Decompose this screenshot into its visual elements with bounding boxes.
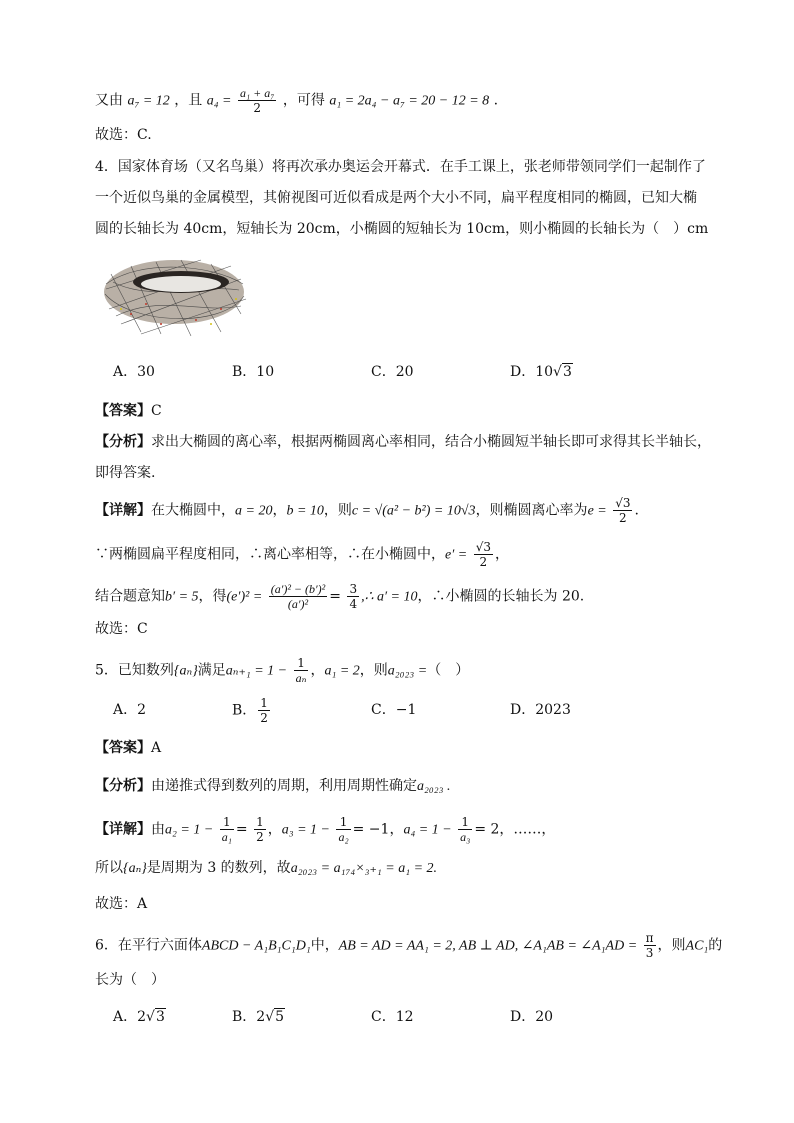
q4-analysis-1 [95,431,711,453]
radicand: 3 [155,1009,165,1025]
text: = 2 [474,821,500,838]
frac-num: 3 [349,582,358,596]
q5-answer [95,737,161,759]
text: = [329,588,341,605]
frac-num: (a′)² − (b′)² [270,582,326,596]
option-label: C．20 [371,364,414,380]
q6-line-1 [95,931,722,960]
q5-line-1 [95,656,469,685]
fraction [238,86,276,115]
math: a₄ = 1 − [403,822,452,838]
text: ，可得 [282,92,325,109]
frac-den: 3 [645,946,654,960]
text: ， [389,821,404,838]
frac-num: a₁ + a₇ [239,86,275,100]
math: a₁ = 2 [324,663,360,679]
text: 一个近似鸟巢的金属模型，其俯视图可近似看成是两个大小不同，扁平程度相同的椭圆，已知大椭 [95,190,697,206]
frac-den: 2 [260,711,268,725]
frac-den: aₙ [295,671,307,685]
q5-option-c[interactable] [371,700,416,720]
text: ，得 [198,588,227,605]
radicand: 5 [275,1009,285,1025]
fraction [347,582,359,611]
q5-detail-1 [95,815,555,844]
math: ,∴ a′ = 10 [361,589,418,605]
fraction [254,815,266,844]
text: ，∴小椭圆的长轴长为 20. [417,588,585,605]
analysis-tag: 【分析】 [95,778,151,794]
option-label: A．2 [113,1009,147,1025]
text: = [235,821,248,838]
math: aₙ₊₁ = 1 − [225,663,288,679]
text: 5．已知数列 [95,662,174,679]
q5-analysis [95,775,450,798]
text: = −1 [352,821,390,838]
answer-tag: 【答案】 [95,403,151,419]
text: 在大椭圆中， [151,502,235,519]
text: 所以 [95,860,123,876]
text: . [634,502,639,519]
sqrt-sign: √ [146,1009,155,1025]
text: 故选：A [95,896,148,912]
q4-option-d[interactable] [510,362,573,382]
q6-line-2 [95,969,165,991]
text: （ ） [427,662,470,679]
frac-den: (a′)² [287,597,309,611]
text: ，则 [359,662,388,679]
option-label: D．10 [510,364,554,380]
q5-choose [95,893,147,915]
answer-tag: 【答案】 [95,740,151,756]
text: 故选：C [95,621,148,637]
option-label: B． [232,702,257,719]
frac-num: √3 [475,540,491,554]
fraction [336,815,350,844]
option-label: C．12 [371,1009,414,1025]
math: e′ = [445,547,468,563]
text: 由 [151,821,165,838]
math: a₂₀₂₃ = a₁₇₄×₃₊₁ = a₁ = 2. [290,861,438,876]
frac-den: 4 [349,597,358,611]
math: {aₙ} [173,663,198,679]
fraction [269,582,328,611]
analysis-tag: 【分析】 [95,434,151,450]
text: 是周期为 3 的数列，故 [146,860,291,876]
math: b = 10 [286,503,324,519]
text: ，则 [657,937,686,954]
frac-den: a₂ [338,830,349,844]
math: c = √(a² − b²) = 10√3 [351,503,476,519]
q5-option-b[interactable] [232,696,272,725]
q4-option-c[interactable] [371,362,414,382]
math: AB = AD = AA₁ = 2, AB ⊥ AD, ∠A₁AB = ∠A₁AD = [338,938,638,954]
math: {aₙ} [123,861,147,876]
text: ，且 [174,92,203,109]
text: 中， [310,937,339,954]
option-label: C．−1 [371,702,417,718]
fraction [220,815,234,844]
fraction [613,496,632,525]
text: ， [310,662,325,679]
q4-choose [95,618,148,640]
frac-num: 1 [458,815,472,830]
q5-detail-2 [95,857,437,880]
frac-den: 2 [619,511,627,525]
frac-num: 1 [336,815,350,830]
q4-line-2 [95,187,697,209]
text: 4．国家体育场（又名鸟巢）将再次承办奥运会开幕式．在手工课上，张老师带领同学们一起制作了 [95,159,706,175]
text: 由递推式得到数列的周期，利用周期性确定 [151,778,417,794]
fraction [258,696,270,725]
option-label: B．2 [232,1009,266,1025]
text: 圆的长轴长为 40cm，短轴长为 20cm，小椭圆的短轴长为 10cm，则小椭圆的长轴长为（ ）cm [95,221,709,237]
text: 长为（ ） [95,972,165,988]
text: 6．在平行六面体 [95,937,202,954]
text: 结合题意知 [95,588,165,605]
option-label: D．20 [510,1009,554,1025]
q4-line-1 [95,156,706,178]
text: ， [272,502,287,519]
text: 的 [708,937,723,954]
frac-num: 1 [220,815,234,830]
option-label: B．10 [232,364,275,380]
answer-value: C [151,403,162,419]
solution-line-1 [95,86,498,115]
q4-detail-1 [95,496,639,525]
fraction [458,815,472,844]
detail-tag: 【详解】 [95,821,151,838]
math: (e′)² = [226,589,263,605]
frac-num: 1 [260,696,268,710]
q4-detail-2 [95,540,509,569]
option-label: A．30 [113,364,155,380]
q6-option-c[interactable] [371,1007,414,1027]
math: a = 20 [235,503,273,519]
frac-num: √3 [615,496,631,510]
math: a₂ = 1 − [165,822,214,838]
math: ABCD − A₁B₁C₁D₁ [201,938,311,954]
math: a₄ = [206,93,232,109]
frac-den: a₁ [221,830,232,844]
text: ， [494,546,509,563]
sqrt-sign: √ [265,1009,275,1025]
radicand: 3 [562,364,572,380]
math: a₃ = 1 − [281,822,330,838]
text: 满足 [197,662,226,679]
frac-num: π [645,931,654,945]
math: a₂₀₂₃ = [387,663,428,679]
detail-tag: 【详解】 [95,502,151,519]
q4-option-b[interactable] [232,362,274,382]
frac-den: 2 [253,101,262,115]
fraction [644,931,656,960]
q4-answer [95,400,162,422]
text: ∵两椭圆扁平程度相同，∴离心率相等，∴在小椭圆中， [95,546,445,563]
q4-detail-3 [95,582,584,611]
q4-analysis-2 [95,462,155,484]
text: ，则椭圆离心率为 [475,502,588,519]
frac-num: 1 [256,815,264,829]
text: ，则 [323,502,352,519]
text: 求出大椭圆的离心率，根据两椭圆离心率相同，结合小椭圆短半轴长即可求得其长半轴长， [151,434,711,450]
fraction [294,656,309,685]
q4-line-3 [95,218,708,240]
sqrt-sign: √ [553,364,562,380]
q6-option-b[interactable] [232,1007,285,1027]
math: b′ = 5 [165,589,199,605]
fraction [474,540,493,569]
q6-option-d[interactable] [510,1007,553,1027]
q4-option-a[interactable] [113,362,155,382]
frac-den: 2 [256,830,264,844]
frac-den: 2 [479,555,488,569]
text: 又由 [95,92,123,109]
text: . [493,92,499,109]
q5-option-d[interactable] [510,700,571,720]
choose-line-1 [95,124,152,146]
q5-option-a[interactable] [113,700,146,720]
math: e = [587,503,607,519]
option-label: D．2023 [510,702,571,718]
math: AC₁ [685,938,709,954]
frac-num: 1 [294,656,309,671]
birds-nest-model-image [101,254,248,340]
q6-option-a[interactable] [113,1007,166,1027]
text: 故选：C. [95,127,152,143]
frac-den: a₃ [460,830,471,844]
math: a₂₀₂₃ . [417,779,451,794]
option-label: A．2 [113,702,147,718]
math: a₇ = 12 [127,93,170,109]
text: ，……， [499,821,556,838]
text: 即得答案. [95,465,156,481]
text: ， [267,821,282,838]
math: a₁ = 2a₄ − a₇ = 20 − 12 = 8 [329,93,490,109]
answer-value: A [151,740,162,756]
